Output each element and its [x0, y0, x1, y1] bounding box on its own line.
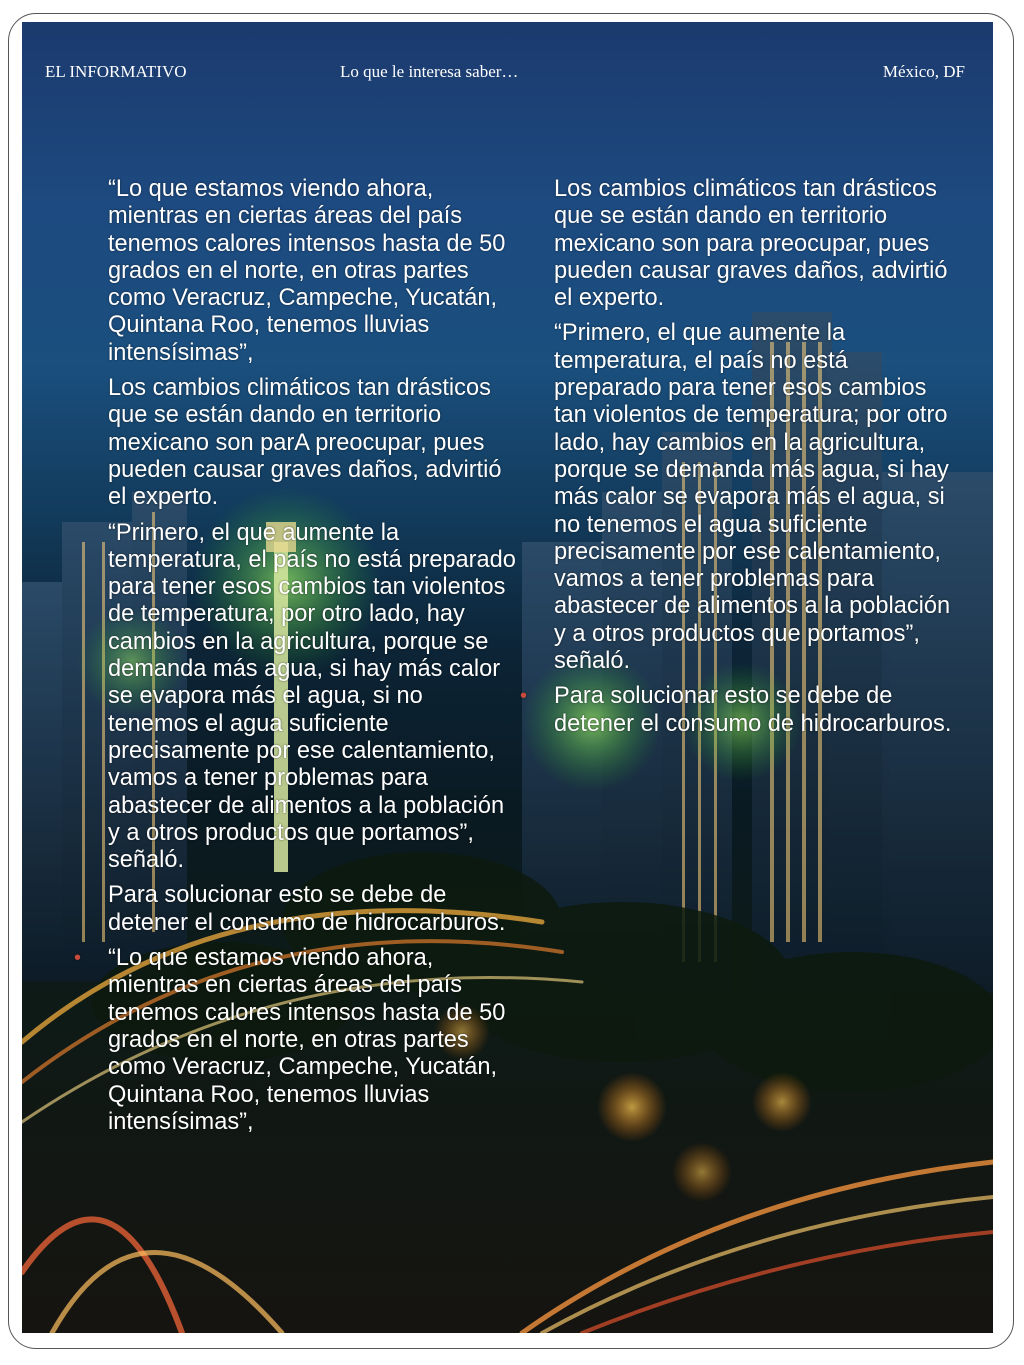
- paragraph: Los cambios climáticos tan drásticos que se están dando en territorio mexicano son para preocupar, pues pueden causar graves daños, advirtió el experto.: [554, 176, 948, 312]
- paragraph: “Primero, el que aumente la temperatura, el país no está preparado para tener esos cambios tan violentos de temperatura; por otro lado, hay cambios en la agricultura, porque se demanda más agua, si hay más calor se evapora más el agua, si no tenemos el agua suficiente precisamente por ese calentamiento, vamos a tener problemas para abastecer de alimentos a la población y a otros productos que portamos”, señaló.: [554, 320, 951, 675]
- bullet-paragraph: • Para solucionar esto se debe de detener el consumo de hidrocarburos.: [554, 683, 960, 738]
- page-header: [22, 62, 993, 88]
- publication-name: EL INFORMATIVO: [45, 62, 187, 81]
- left-text-column: [108, 176, 516, 1144]
- paragraph: “Primero, el que aumente la temperatura, el país no está preparado para tener esos cambios tan violentos de temperatura; por otro lado, hay cambios en la agricultura, porque se demanda más agua, si hay más calor se evapora más el agua, si no tenemos el agua suficiente precisamente por ese calentamiento, vamos a tener problemas para abastecer de alimentos a la población y a otros productos que portamos”, señaló.: [108, 519, 516, 874]
- paragraph: “Lo que estamos viendo ahora, mientras en ciertas áreas del país tenemos calores intensos hasta de 50 grados en el norte, en otras partes como Veracruz, Campeche, Yucatán, Quintana Roo, tenemos lluvias intensísimas”,: [108, 176, 506, 366]
- bullet-paragraph: • “Lo que estamos viendo ahora, mientras en ciertas áreas del país tenemos calores intensos hasta de 50 grados en el norte, en otras partes como Veracruz, Campeche, Yucatán, Quintana Roo, tenemos lluvias intensísimas”,: [108, 945, 516, 1136]
- paragraph: Para solucionar esto se debe de detener el consumo de hidrocarburos.: [108, 882, 506, 936]
- right-text-column: [554, 176, 960, 746]
- paragraph: Los cambios climáticos tan drásticos que se están dando en territorio mexicano son parA preocupar, pues pueden causar graves daños, advirtió el experto.: [108, 375, 502, 511]
- header-tagline: Lo que le interesa saber…: [340, 62, 519, 81]
- header-location: México, DF: [882, 62, 965, 81]
